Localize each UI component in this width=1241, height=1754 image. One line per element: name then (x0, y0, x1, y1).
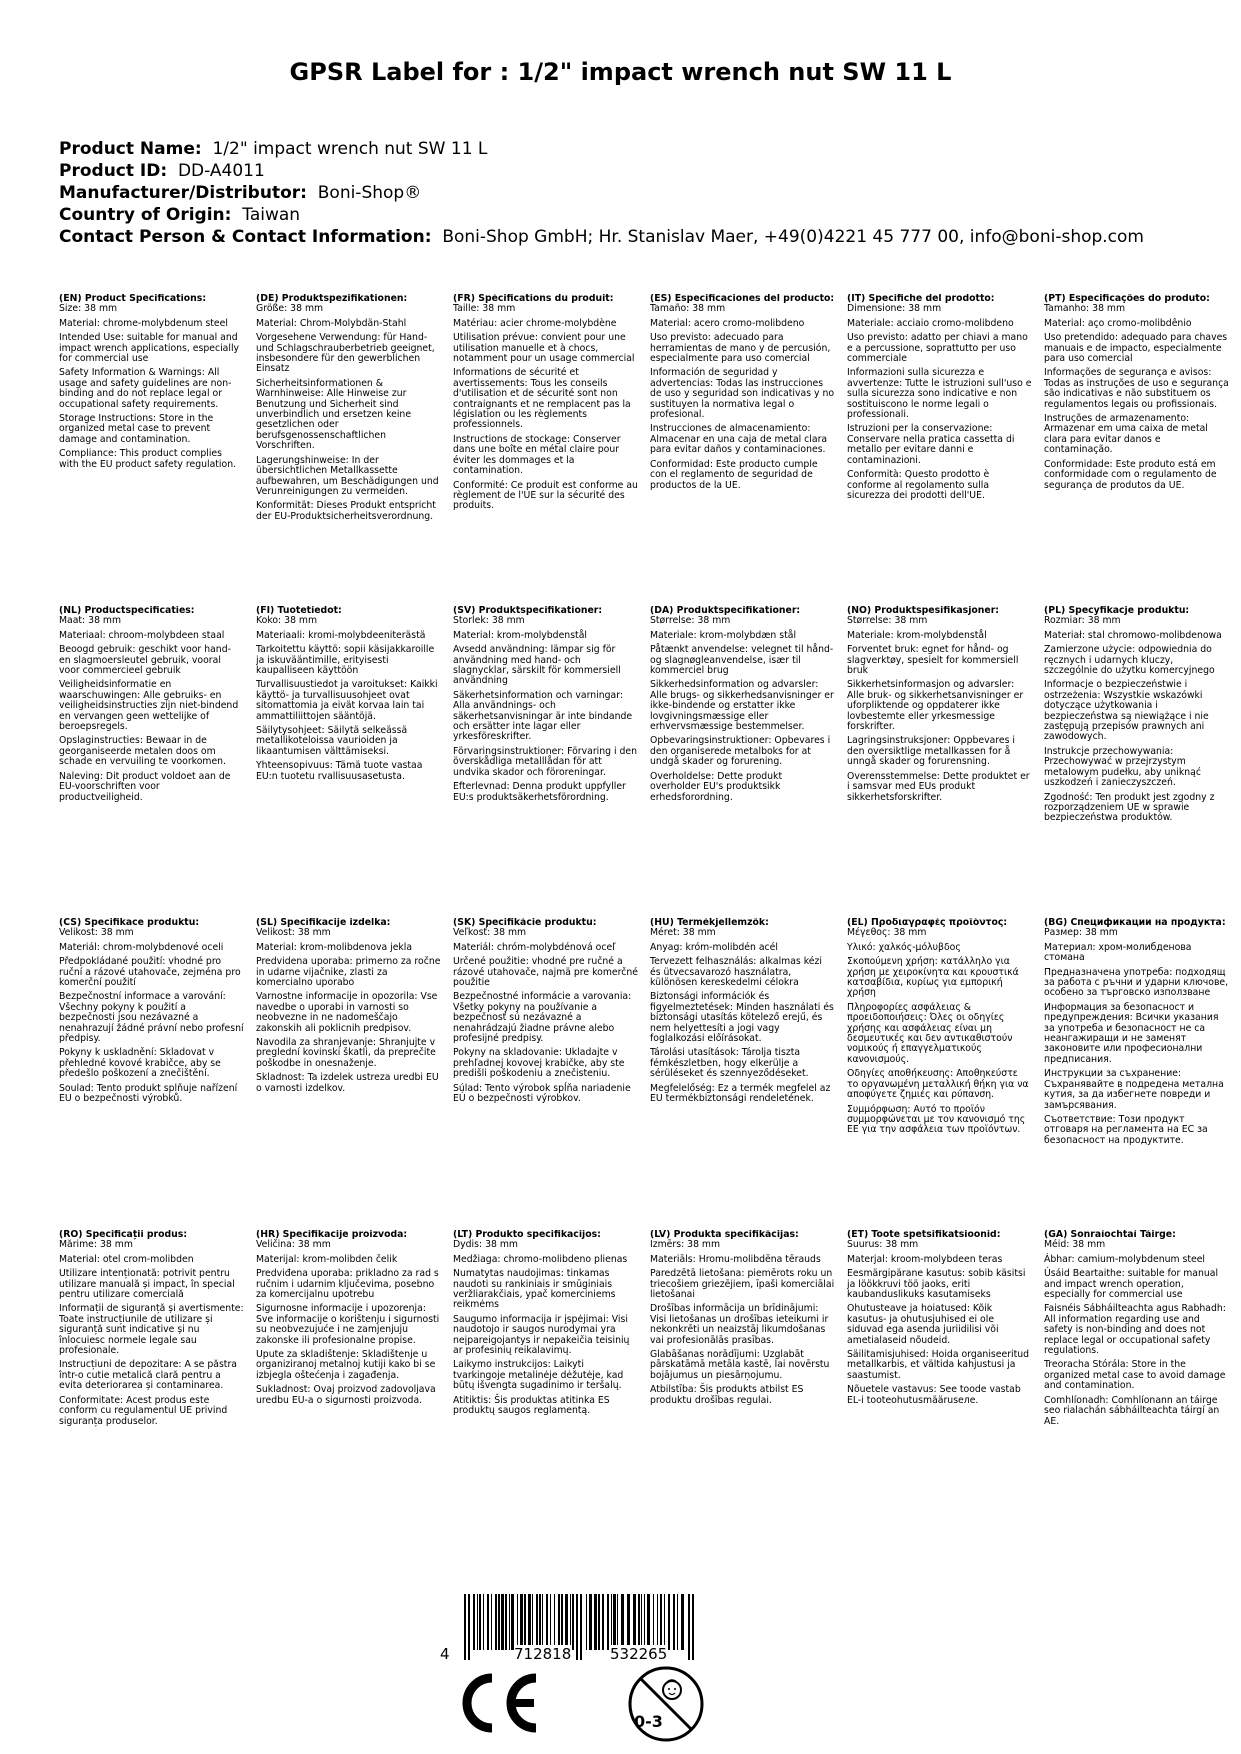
spec-heading: (SV) Produktspecifikationer: (453, 606, 603, 616)
spec-line: Eesmärgipärane kasutus: sobib käsitsi ja löökkruvi töö jaoks, eriti kaubanduslikuks kasutamiseks (847, 1268, 1026, 1301)
spec-block (453, 1230, 650, 1542)
barcode-bar (483, 1594, 484, 1650)
barcode-bar (520, 1594, 523, 1650)
barcode-bar (653, 1594, 654, 1650)
spec-line: Safety Information & Warnings: All usage and safety guidelines are non-binding and do not replace legal or occupational safety requirements. (59, 367, 232, 410)
info-label: Contact Person & Contact Information: (59, 227, 432, 247)
spec-line: Bezpečnostní informace a varování: Všechny pokyny k použití a bezpečnosti jsou nezávazné a nenahrazují žádné právní nebo profesní předpisy. (59, 991, 244, 1045)
barcode-bar (617, 1594, 618, 1650)
spec-line: Pokyny na skladovanie: Ukladajte v prehľadnej kovovej krabičke, aby ste predišli poškodeniu a znečisteniu. (453, 1047, 625, 1080)
spec-line: Rozmiar: 38 mm (1044, 615, 1121, 627)
spec-heading: (CS) Specifikace produktu: (59, 918, 200, 928)
spec-line: Biztonsági információk és figyelmeztetések: Minden használati és biztonsági utasítás kötelező erejű, és nem helyettesíti a jogi vagy foglalkozási előírásokat. (650, 991, 834, 1045)
barcode-bar (479, 1594, 481, 1650)
spec-line: Zgodność: Ten produkt jest zgodny z rozporządzeniem UE w sprawie bezpieczeństwa produktów. (1044, 791, 1215, 824)
barcode-bar (644, 1594, 645, 1650)
spec-line: Materiál: chrom-molybdenové oceli (59, 941, 224, 953)
barcode-bar (602, 1594, 604, 1650)
spec-line: Предназначена употреба: подходящ за работа с ръчни и ударни ключове, особено за търговско използване (1044, 966, 1229, 999)
spec-line: Materiaal: chroom-molybdeen staal (59, 629, 225, 641)
spec-line: Saugumo informacija ir įspėjimai: Visi naudotojo ir saugos nurodymai yra neįpareigojantys ir nepakeičia teisinių ar profesinių reikalavimų. (453, 1313, 630, 1357)
spec-block (847, 1230, 1044, 1542)
spec-line: Storlek: 38 mm (453, 615, 525, 627)
spec-line: Predviđena uporaba: prikladno za rad s ručnim i udarnim ključevima, posebno za komercijalnu upotrebu (256, 1268, 439, 1301)
spec-line: Lagringsinstruksjoner: Oppbevares i den oversiktlige metallkassen for å unngå skader og forurensning. (847, 735, 1016, 768)
barcode-bar (539, 1594, 541, 1650)
spec-block (453, 294, 650, 606)
spec-line: Información de seguridad y advertencias: Todas las instrucciones de uso y seguridad son indicativas y no sustituyen la normativa legal o profesional. (650, 367, 835, 421)
spec-line: Uso pretendido: adequado para chaves manuais e de impacto, especialmente para uso comercial (1044, 332, 1228, 365)
barcode-bar (576, 1594, 578, 1660)
barcode-bar (580, 1594, 582, 1660)
info-row (59, 182, 1209, 204)
spec-block (847, 294, 1044, 606)
spec-line: Upute za skladištenje: Skladištenje u organiziranoj metalnoj kutiji kako bi se izbjegla oštećenja i zagađenja. (256, 1349, 436, 1381)
barcode-bar (664, 1594, 665, 1650)
spec-line: Sikkerhetsinformasjon og advarsler: Alle bruk- og sikkerhetsanvisninger er uforpliktende og oppdaterer ikke lovbestemte eller yrkesmessige forskrifter. (847, 679, 1024, 733)
barcode-first-digit: 4 (440, 1645, 450, 1663)
spec-line: Comhlíonadh: Comhlíonann an táirge seo rialachán sábháilteachta táirgí an AE. (1044, 1394, 1220, 1427)
spec-line: Dydis: 38 mm (453, 1239, 518, 1251)
spec-line: Πληροφορίες ασφάλειας & προειδοποιήσεις: Όλες οι οδηγίες χρήσης και ασφάλειας είναι μη δεσμευτικές και δεν αντικαθιστούν νομικούς ή επαγγελματικούς κανονισμούς. (847, 1001, 1013, 1065)
barcode-bar (607, 1594, 609, 1650)
spec-line: Ábhar: camium-molybdenum steel (1044, 1253, 1206, 1265)
spec-block (59, 918, 256, 1230)
spec-line: Utilisation prévue: convient pour une utilisation manuelle et à chocs, notamment pour un usage commercial (453, 332, 635, 365)
spec-line: Dimensione: 38 mm (847, 303, 942, 315)
spec-line: Material: otel crom-molibden (59, 1253, 194, 1265)
spec-line: Συμμόρφωση: Αυτό το προϊόν συμμορφώνεται με τον κανονισμό της ΕΕ για την ασφάλεια των προϊόντων. (847, 1103, 1026, 1136)
barcode-bar (554, 1594, 555, 1650)
spec-line: Určené použitie: vhodné pre ručné a rázové utahovače, najmä pre komerčné použitie (453, 956, 638, 989)
barcode-bar (464, 1594, 466, 1660)
spec-line: Ohutusteave ja hoiatused: Kõik kasutus- ja ohutusjuhised ei ole siduvad ega asenda juriidilisi või ametialaseid nõudeid. (847, 1303, 999, 1346)
spec-line: Mărime: 38 mm (59, 1239, 133, 1251)
barcode-bar (495, 1594, 497, 1650)
barcode-bar (468, 1594, 470, 1660)
spec-block (453, 606, 650, 918)
barcode-bar (542, 1594, 543, 1650)
spec-line: Velikost: 38 mm (256, 927, 331, 939)
spec-line: Materiale: krom-molybdæn stål (650, 629, 797, 641)
barcode-bar (660, 1594, 662, 1650)
spec-block (650, 294, 847, 606)
spec-block (650, 606, 847, 918)
spec-line: Opslaginstructies: Bewaar in de georganiseerde metalen doos om schade en vervuiling te voorkomen. (59, 735, 227, 768)
spec-block (256, 918, 453, 1230)
spec-line: Drošības informācija un brīdinājumi: Visi lietošanas un drošības ieteikumi ir nekonkrēti un neaizstāj likumdošanas vai profesionālās prasības. (650, 1303, 829, 1346)
barcode-bar (594, 1594, 597, 1650)
spec-line: Materiał: stal chromowo-molibdenowa (1044, 629, 1222, 641)
spec-line: Súlad: Tento výrobok spĺňa nariadenie EÚ o bezpečnosti výrobkov. (453, 1082, 631, 1105)
spec-heading: (NL) Productspecificaties: (59, 606, 195, 616)
barcode-bars-icon (440, 1594, 710, 1664)
spec-line: Sikkerhedsinformation og advarsler: Alle brugs- og sikkerhedsanvisninger er ikke-bindende og erstatter ikke lovgivningsmæssige eller erhvervsmæssige bestemmelser. (650, 679, 834, 733)
spec-line: Υλικό: χαλκός-μόλυβδος (847, 941, 961, 953)
barcode-bar (598, 1594, 600, 1650)
spec-line: Οδηγίες αποθήκευσης: Αποθηκεύστε το οργανωμένη μεταλλική θήκη για να αποφύγετε ζημιές και ρύπανση. (847, 1068, 1029, 1101)
spec-line: Laikymo instrukcijos: Laikyti tvarkingoje metalinėje dėžutėje, kad būtų išvengta sugadinimo ir teršalų. (453, 1359, 624, 1392)
spec-block (453, 918, 650, 1230)
spec-line: Navodila za shranjevanje: Shranjujte v preglední kovinski škatli, da preprečite poškodbe in onesnaženje. (256, 1037, 436, 1069)
spec-block (256, 606, 453, 918)
spec-line: Overensstemmelse: Dette produktet er i samsvar med EUs produkt sikkerhetsforskrifter. (847, 770, 1030, 803)
barcode-bar (572, 1594, 574, 1650)
spec-line: Säkerhetsinformation och varningar: Alla användnings- och säkerhetsanvisningar är inte bindande och ersätter inte lagar eller yrkesföreskrifter. (453, 689, 633, 743)
ce-mark-icon (456, 1672, 542, 1738)
spec-line: Material: chrome-molybdenum steel (59, 317, 228, 329)
spec-line: Μέγεθος: 38 mm (847, 927, 927, 939)
spec-line: Varnostne informacije in opozorila: Vse navedbe o uporabi in varnosti so neobvezne in ne nadomeščajo zakonskih ali poklicnih predpisov. (256, 991, 438, 1034)
spec-line: Größe: 38 mm (256, 303, 324, 315)
spec-heading: (FR) Spécifications du produit: (453, 294, 614, 304)
spec-line: Conformitate: Acest produs este conform cu regulamentul UE privind siguranța produselor. (59, 1394, 228, 1427)
spec-line: Material: krom-molybdenstål (453, 629, 587, 641)
spec-line: Material: aço cromo-molibdênio (1044, 317, 1192, 329)
spec-line: Conformidad: Este producto cumple con el reglamento de seguridad de productos de la UE. (650, 458, 818, 491)
spec-line: Veľkosť: 38 mm (453, 927, 527, 939)
spec-line: Informações de segurança e avisos: Todas as instruções de uso e segurança são indicativas e não substituem os regulamentos legais ou profissionais. (1044, 367, 1229, 410)
barcode-bar (681, 1594, 684, 1650)
spec-line: Compliance: This product complies with the EU product safety regulation. (59, 448, 237, 470)
spec-line: Materiāls: Hromu-molibdēna tērauds (650, 1253, 821, 1265)
spec-line: Material: Chrom-Molybdän-Stahl (256, 317, 407, 329)
spec-line: Säilytysohjeet: Säilytä selkeässä metallikoteloissa vaurioiden ja likaantumisen välttämiseksi. (256, 725, 408, 757)
spec-line: Instruções de armazenamento: Armazenar em uma caixa de metal clara para evitar danos e contaminação. (1044, 413, 1208, 456)
spec-line: Veiligheidsinformatie en waarschuwingen: Alle gebruiks- en veiligheidsinstructies zijn niet-bindend en vervangen geen wettelijke of beroepsregels. (59, 679, 239, 733)
spec-block (1044, 606, 1241, 918)
spec-line: Efterlevnad: Denna produkt uppfyller EU:s produktsäkerhetsförordning. (453, 781, 626, 803)
spec-line: Izmērs: 38 mm (650, 1239, 721, 1251)
spec-line: Informacje o bezpieczeństwie i ostrzeżenia: Wszystkie wskazówki dotyczące użytkowania i bezpieczeństwa są niewiążące i nie zastępują przepisów prawnych ani zawodowych. (1044, 679, 1209, 743)
spec-line: Instrukcje przechowywania: Przechowywać w przejrzystym metalowym pudełku, aby uniknąć uszkodzeń i zanieczyszczeń. (1044, 745, 1201, 789)
spec-line: Beoogd gebruik: geschikt voor hand- en slagmoersleutel gebruik, vooral voor commercieel gebruik (59, 644, 231, 677)
spec-line: Soulad: Tento produkt splňuje nařízení EU o bezpečnosti výrobků. (59, 1082, 238, 1105)
spec-line: Faisnéis Sábháilteachta agus Rabhadh: All information regarding use and safety is non-binding and does not replace legal or occupational safety regulations. (1044, 1303, 1226, 1357)
info-value: Boni-Shop GmbH; Hr. Stanislav Maer, +49(0)4221 45 777 00, info@boni-shop.com (442, 227, 1144, 247)
page-title: GPSR Label for : 1/2" impact wrench nut SW 11 L (289, 58, 952, 86)
spec-heading: (SL) Specifikacije izdelka: (256, 918, 391, 928)
spec-line: Tamaño: 38 mm (650, 303, 726, 315)
spec-block (59, 294, 256, 606)
spec-line: Conformité: Ce produit est conforme au règlement de l'UE sur la sécurité des produits. (453, 479, 638, 512)
product-info (59, 138, 1209, 248)
spec-line: Размер: 38 mm (1044, 927, 1118, 939)
spec-line: Maat: 38 mm (59, 615, 122, 627)
spec-line: Suurus: 38 mm (847, 1239, 919, 1251)
spec-line: Istruzioni per la conservazione: Conservare nella pratica cassetta di metallo per evitare danni e contaminazioni. (847, 423, 1015, 466)
info-value: DD-A4011 (177, 161, 265, 181)
info-value: Taiwan (242, 205, 301, 225)
spec-block (650, 918, 847, 1230)
barcode-bar (657, 1594, 658, 1650)
info-label: Product ID: (59, 161, 168, 181)
barcode-bar (633, 1594, 636, 1650)
barcode-bar (647, 1594, 650, 1650)
spec-heading: (PT) Especificações do produto: (1044, 294, 1210, 304)
spec-line: Instructions de stockage: Conserver dans une boîte en métal claire pour éviter les dommages et la contamination. (453, 433, 621, 477)
spec-line: Förvaringsinstruktioner: Förvaring i den överskådliga metalllådan för att undvika skador och föroreningar. (453, 745, 638, 778)
spec-line: Koko: 38 mm (256, 615, 318, 627)
info-row (59, 204, 1209, 226)
spec-line: Avsedd användning: lämpar sig för användning med hand- och slagnycklar, särskilt för kommersiell användning (453, 644, 621, 687)
info-value: 1/2" impact wrench nut SW 11 L (212, 139, 488, 159)
spec-line: Úsáid Beartaithe: suitable for manual and impact wrench operation, especially for commercial use (1044, 1268, 1219, 1301)
spec-heading: (ET) Toote spetsifikatsioonid: (847, 1230, 1001, 1240)
spec-line: Nõuetele vastavus: See toode vastab EL-i tooteohutusmääruseле. (847, 1384, 1021, 1406)
spec-block (847, 606, 1044, 918)
spec-line: Veličina: 38 mm (256, 1239, 331, 1251)
spec-line: Pokyny k uskladnění: Skladovat v přehledné kovové krabičce, aby se předešlo poškození a znečištění. (59, 1047, 221, 1080)
spec-line: Materiale: acciaio cromo-molibdeno (847, 317, 1014, 329)
spec-line: Turvallisuustiedot ja varoitukset: Kaikki käyttö- ja turvallisuusohjeet ovat sitomattomia ja eivät korvaa lain tai ammattiliittojen sääntöjä. (256, 679, 438, 722)
spec-line: Conformidade: Este produto está em conformidade com o regulamento de segurança de produtos da UE. (1044, 458, 1217, 491)
spec-line: Инструкции за съхранение: Съхранявайте в подредена метална кутия, за да избегнете повреди и замърсявания. (1044, 1068, 1224, 1111)
spec-line: Overholdelse: Dette produkt overholder EU's produktsikk erhedsforordning. (650, 770, 783, 803)
barcode-bar (611, 1594, 612, 1650)
spec-line: Bezpečnostné informácie a varovania: Všetky pokyny na používanie a bezpečnosť sú nezávazné a nenahrádzajú žiadne právne alebo profesijné predpisy. (453, 991, 632, 1045)
spec-block (59, 606, 256, 918)
barcode-bar (613, 1594, 616, 1650)
barcode-bar (505, 1594, 507, 1650)
spec-line: Size: 38 mm (59, 303, 118, 315)
barcode-bar (641, 1594, 642, 1650)
spec-line: Megfelelőség: Ez a termék megfelel az EU termékbiztonsági rendeletének. (650, 1082, 831, 1105)
barcode-bar (491, 1594, 492, 1650)
spec-heading: (RO) Specificații produs: (59, 1230, 188, 1240)
spec-line: Naleving: Dit product voldoet aan de EU-voorschriften voor productveiligheid. (59, 770, 231, 803)
spec-line: Materjal: kroom-molybdeen teras (847, 1253, 1003, 1265)
spec-line: Påtænkt anvendelse: velegnet til hånd- og slagnøgleanvendelse, især til kommerciel brug (650, 644, 834, 677)
spec-grid (59, 294, 1239, 1542)
spec-line: Glabāšanas norādījumi: Uzglabāt pārskatāmā metāla kastē, lai novērstu bojājumus un piesārņojumu. (650, 1349, 830, 1381)
spec-line: Sicherheitsinformationen & Warnhinweise: Alle Hinweise zur Benutzung und Sicherheit sind unverbindlich und ersetzen keine gesetzlichen oder berufsgenossenschaftlichen Vorschriften. (256, 377, 412, 452)
barcode-bar (565, 1594, 568, 1650)
spec-line: Zamierzone użycie: odpowiednia do ręcznych i udarnych kluczy, szczególnie do użytku komercyjnego (1044, 644, 1215, 677)
spec-line: Skladnost: Ta izdelek ustreza uredbi EU o varnosti izdelkov. (256, 1072, 439, 1094)
spec-line: Numatytas naudojimas: tinkamas naudoti su rankiniais ir smūginiais veržliarakčiais, ypač komerciniems reikmėms (453, 1268, 616, 1311)
spec-heading: (DA) Produktspecifikationer: (650, 606, 801, 616)
barcode-bar (473, 1594, 475, 1650)
spec-line: Størrelse: 38 mm (650, 615, 731, 627)
spec-line: Tervezett felhasználás: alkalmas kézi és ütvecsavarozó használatra, különösen kereskedelmi célokra (650, 956, 822, 989)
spec-line: Conformità: Questo prodotto è conforme al regolamento sulla sicurezza dei prodotti dell'UE. (847, 469, 990, 501)
spec-heading: (FI) Tuotetiedot: (256, 606, 342, 616)
spec-line: Atbilstība: Šis produkts atbilst ES produktu drošības regulai. (650, 1384, 804, 1406)
spec-line: Paredzētā lietošana: piemērots roku un triecošiem griezējiem, īpaši komerciālai lietošanai (650, 1268, 835, 1301)
spec-line: Sigurnosne informacije i upozorenja: Sve informacije o korištenju i sigurnosti su neobvezujuće i ne zamjenjuju zakonske ili profesionalne propise. (256, 1303, 440, 1346)
info-value: Boni-Shop® (317, 183, 422, 203)
spec-line: Materiál: chróm-molybdénová oceľ (453, 941, 616, 953)
spec-line: Taille: 38 mm (453, 303, 516, 315)
spec-line: Atitiktis: Šis produktas atitinka ES produktų saugos reglamentą. (453, 1394, 610, 1417)
barcode-bar (621, 1594, 624, 1650)
spec-heading: (LV) Produkta specifikācijas: (650, 1230, 799, 1240)
spec-line: Materiale: krom-molybdenstål (847, 629, 987, 641)
barcode-bar (668, 1594, 670, 1650)
spec-line: Méid: 38 mm (1044, 1239, 1106, 1251)
spec-heading: (GA) Sonraíochtaí Táirge: (1044, 1230, 1176, 1240)
barcode-bar (677, 1594, 678, 1650)
spec-heading: (DE) Produktspezifikationen: (256, 294, 408, 304)
spec-line: Material: krom-molibdenova jekla (256, 941, 413, 953)
spec-heading: (HR) Specifikacije proizvoda: (256, 1230, 408, 1240)
spec-line: Utilizare intenționată: potrivit pentru utilizare manuală și impact, în special pentru utilizare comercială (59, 1268, 235, 1301)
info-row (59, 138, 1209, 160)
spec-line: Velikost: 38 mm (59, 927, 134, 939)
barcode-bar (673, 1594, 675, 1650)
barcode-bar (517, 1594, 518, 1650)
spec-line: Lagerungshinweise: In der übersichtlichen Metallkassette aufbewahren, um Beschädigungen und Verunreinigungen zu vermeiden. (256, 454, 439, 497)
barcode-bar (528, 1594, 531, 1650)
not-for-children-0-3-icon (626, 1664, 706, 1748)
barcode-bar (638, 1594, 640, 1650)
spec-block (59, 1230, 256, 1542)
barcode-bar (561, 1594, 563, 1650)
spec-heading: (ES) Especificaciones del producto: (650, 294, 835, 304)
info-row (59, 160, 1209, 182)
spec-line: Informations de sécurité et avertissements: Tous les conseils d'utilisation et de sécurité sont non contraignants et ne remplacent pas la législation ou les règlements professionnels. (453, 367, 631, 431)
barcode-bar (570, 1594, 571, 1650)
info-label: Product Name: (59, 139, 202, 159)
barcode-bar (546, 1594, 548, 1650)
spec-line: Konformität: Dieses Produkt entspricht der EU-Produktsicherheitsverordnung. (256, 500, 436, 522)
barcode-bar (627, 1594, 630, 1650)
spec-heading: (BG) Спецификации на продукта: (1044, 918, 1226, 928)
spec-line: Informații de siguranță și avertismente: Toate instrucțiunile de utilizare și siguranță sunt indicative și nu înlocuiesc normele legale sau profesionale. (59, 1303, 244, 1357)
spec-line: Yhteensopivuus: Tämä tuote vastaa EU:n tuotetu rvallisuusasetusta. (256, 760, 423, 782)
barcode-right-group: 532265 (610, 1645, 668, 1663)
info-label: Manufacturer/Distributor: (59, 183, 307, 203)
barcode-bar (532, 1594, 533, 1650)
spec-heading: (SK) Špecifikácie produktu: (453, 918, 597, 928)
barcode-bar (558, 1594, 560, 1650)
spec-line: Treoracha Stórála: Store in the organized metal case to avoid damage and contamination. (1044, 1359, 1226, 1392)
spec-line: Информация за безопасност и предупреждения: Всички указания за употреба и безопасност не са неангажиращи и не заменят законовите или професионални предписания. (1044, 1001, 1219, 1065)
spec-line: Matériau: acier chrome-molybdène (453, 317, 617, 329)
spec-heading: (EN) Product Specifications: (59, 294, 207, 304)
barcode-left-group: 712818 (514, 1645, 572, 1663)
spec-heading: (NO) Produktspesifikasjoner: (847, 606, 1000, 616)
spec-line: Medžiaga: chromo-molibdeno plienas (453, 1253, 628, 1265)
barcode-bar (511, 1594, 514, 1650)
spec-line: Informazioni sulla sicurezza e avvertenze: Tutte le istruzioni sull'uso e sulla sicurezza sono indicative e non sostituiscono le norme legali o professionali. (847, 367, 1032, 421)
spec-heading: (PL) Specyfikacje produktu: (1044, 606, 1190, 616)
barcode-bar (550, 1594, 551, 1650)
spec-block (650, 1230, 847, 1542)
spec-line: Uso previsto: adatto per chiavi a mano e a percussione, soprattutto per uso commerciale (847, 332, 1028, 365)
spec-line: Tárolási utasítások: Tárolja tiszta fémkészletben, hogy elkerülje a sérüléseket és szennyeződéseket. (650, 1047, 809, 1080)
spec-block (1044, 294, 1241, 606)
info-label: Country of Origin: (59, 205, 232, 225)
spec-line: Opbevaringsinstruktioner: Opbevares i den organiserede metalboks for at undgå skader og forurening. (650, 735, 831, 768)
spec-heading: (IT) Specifiche del prodotto: (847, 294, 995, 304)
spec-line: Säilitamisjuhised: Hoida organiseeritud metallkarbis, et vältida kahjustusi ja saastumist. (847, 1349, 1030, 1381)
spec-line: Forventet bruk: egnet for hånd- og slagverktøy, spesielt for kommersiell bruk (847, 644, 1019, 677)
spec-line: Méret: 38 mm (650, 927, 716, 939)
spec-heading: (EL) Προδιαγραφές προϊόντος: (847, 918, 1008, 928)
age-range-label: 0-3 (634, 1712, 663, 1731)
spec-line: Materijal: krom-molibden čelik (256, 1253, 398, 1265)
spec-line: Instrucciones de almacenamiento: Almacenar en una caja de metal clara para evitar daños y contaminaciones. (650, 423, 828, 456)
barcode-bar (688, 1594, 690, 1660)
spec-heading: (HU) Termékjellemzők: (650, 918, 769, 928)
spec-line: Sukladnost: Ovaj proizvod zadovoljava uredbu EU-a o sigurnosti proizvoda. (256, 1384, 436, 1406)
barcode-bar (509, 1594, 510, 1650)
barcode-bar (498, 1594, 500, 1650)
spec-line: Материал: хром-молибденова стомана (1044, 941, 1192, 964)
spec-heading: (LT) Produkto specifikacijos: (453, 1230, 601, 1240)
spec-line: Storage Instructions: Store in the organized metal case to prevent damage and contamination. (59, 413, 214, 445)
spec-line: Anyag: króm-molibdén acél (650, 941, 778, 953)
spec-line: Materiaali: kromi-molybdeeniterästä (256, 629, 426, 641)
spec-block (1044, 918, 1241, 1230)
spec-line: Vorgesehene Verwendung: für Hand- und Schlagschrauberbetrieb geeignet, insbesondere für den gewerblichen Einsatz (256, 332, 435, 375)
spec-block (256, 294, 453, 606)
spec-line: Uso previsto: adecuado para herramientas de mano y de percusión, especialmente para uso comercial (650, 332, 831, 365)
spec-line: Съответствие: Този продукт отговаря на регламента на ЕС за безопасност на продуктите. (1044, 1113, 1208, 1146)
barcode-bar (589, 1594, 592, 1650)
barcode-bar (524, 1594, 526, 1650)
spec-block (256, 1230, 453, 1542)
info-row (59, 226, 1209, 248)
barcode-bar (692, 1594, 694, 1660)
spec-line: Σκοπούμενη χρήση: κατάλληλο για χρήση με χειροκίνητα και κρουστικά κατσαβίδια, κυρίως για εμπορική χρήση (847, 956, 1019, 999)
barcode-bar (586, 1594, 587, 1650)
spec-block (847, 918, 1044, 1230)
barcode (440, 1594, 710, 1664)
spec-line: Intended Use: suitable for manual and impact wrench applications, especially for commercial use (59, 332, 240, 365)
barcode-bar (536, 1594, 538, 1650)
spec-line: Material: acero cromo-molibdeno (650, 317, 805, 329)
barcode-bar (501, 1594, 504, 1650)
spec-block (1044, 1230, 1241, 1542)
spec-line: Tamanho: 38 mm (1044, 303, 1126, 315)
barcode-bar (487, 1594, 489, 1650)
spec-line: Předpokládané použití: vhodné pro ruční a rázové utahovače, zejména pro komerční použití (59, 956, 241, 989)
spec-line: Predvidena uporaba: primerno za ročne in udarne vijačnike, zlasti za komercialno uporabo (256, 956, 441, 989)
spec-line: Instrucțiuni de depozitare: A se păstra într-o cutie metalică clară pentru a evita deteriorarea și contaminarea. (59, 1359, 237, 1392)
spec-line: Størrelse: 38 mm (847, 615, 928, 627)
spec-line: Tarkoitettu käyttö: sopii käsijakkaroille ja iskuvääntimille, erityisesti kaupalliseen käyttöön (256, 644, 435, 677)
barcode-bar (477, 1594, 478, 1650)
